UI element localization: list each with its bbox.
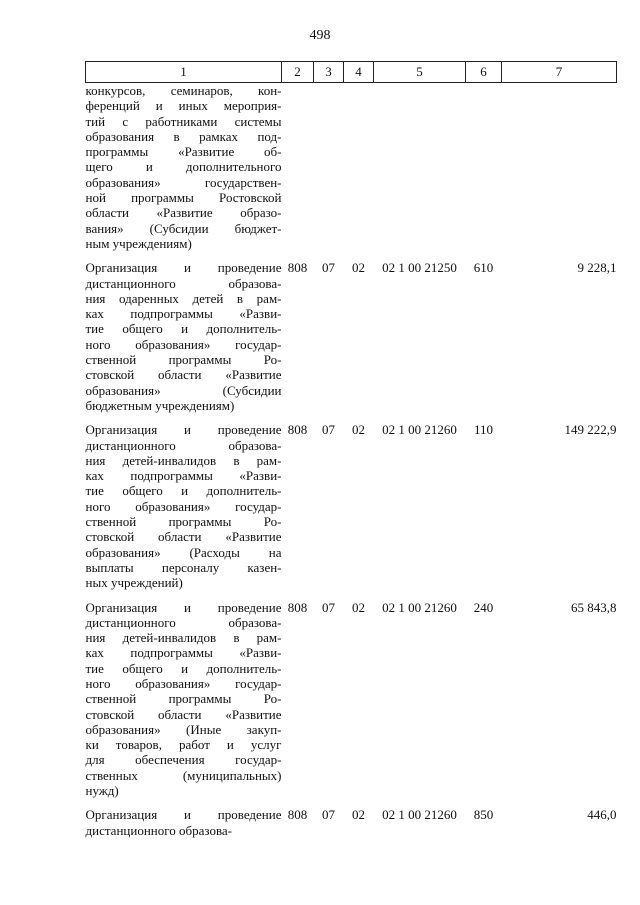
description-line: нужд) bbox=[85, 783, 119, 799]
cell-subsection: 02 bbox=[352, 422, 365, 438]
description-line: Организация и проведение bbox=[85, 599, 282, 615]
description-line: Организация и проведение bbox=[85, 807, 282, 823]
description-line: ственной программы Ро- bbox=[85, 691, 282, 707]
row-description bbox=[86, 83, 282, 252]
cell-section: 07 bbox=[322, 260, 335, 276]
row-description bbox=[86, 413, 282, 590]
cell-code-admin bbox=[282, 83, 314, 252]
cell-code-admin: 808 bbox=[287, 599, 308, 615]
description-line: тие общего и дополнитель- bbox=[85, 483, 282, 499]
cell-target-article: 02 1 00 21260 bbox=[382, 599, 457, 615]
description-line: ного образования» государ- bbox=[85, 675, 282, 691]
cell-code-admin: 808 bbox=[287, 807, 308, 823]
description-line: дистанционного образова- bbox=[85, 275, 282, 291]
description-line: ственной программы Ро- bbox=[85, 352, 282, 368]
description-line: ках подпрограммы «Разви- bbox=[85, 306, 282, 322]
description-line: Организация и проведение bbox=[85, 422, 282, 438]
page-number: 498 bbox=[309, 28, 331, 43]
description-line: ной программы Ростовской bbox=[85, 190, 282, 206]
description-line: программы «Развитие об- bbox=[85, 144, 282, 160]
cell-target-article bbox=[374, 83, 466, 252]
table-row bbox=[86, 413, 617, 590]
description-line: щего и дополнительного bbox=[85, 159, 282, 175]
description-line: стовской области «Развитие bbox=[85, 706, 282, 722]
cell-expense-type bbox=[466, 83, 502, 252]
description-line: выплаты персоналу казен- bbox=[85, 559, 282, 575]
row-description bbox=[86, 591, 282, 799]
description-line: дистанционного образова- bbox=[85, 822, 233, 838]
row-description bbox=[86, 798, 282, 838]
cell-section: 07 bbox=[322, 599, 335, 615]
description-line: ственных (муниципальных) bbox=[85, 767, 282, 783]
cell-target-article: 02 1 00 21260 bbox=[382, 807, 457, 823]
description-line: ки товаров, работ и услуг bbox=[85, 737, 282, 753]
description-line: образования» (Расходы на bbox=[85, 544, 282, 560]
cell-amount: 446,0 bbox=[587, 807, 617, 823]
description-line: образования» государствен- bbox=[85, 174, 282, 190]
description-line: ственной программы Ро- bbox=[85, 514, 282, 530]
cell-section: 07 bbox=[322, 422, 335, 438]
description-line: образования» (Иные закуп- bbox=[85, 721, 282, 737]
cell-expense-type: 240 bbox=[473, 599, 494, 615]
cell-section: 07 bbox=[322, 807, 335, 823]
description-line: ках подпрограммы «Разви- bbox=[85, 468, 282, 484]
description-line: стовской области «Развитие bbox=[85, 529, 282, 545]
table-row bbox=[86, 83, 617, 252]
budget-table bbox=[85, 61, 617, 838]
description-line: тие общего и дополнитель- bbox=[85, 321, 282, 337]
description-line: ференций и иных мероприя- bbox=[85, 98, 282, 114]
cell-expense-type: 110 bbox=[473, 422, 494, 438]
table-row bbox=[86, 798, 617, 838]
column-header-6: 6 bbox=[466, 62, 502, 83]
cell-amount: 9 228,1 bbox=[577, 260, 617, 276]
column-header-3: 3 bbox=[314, 62, 344, 83]
cell-code-admin: 808 bbox=[287, 422, 308, 438]
table-row bbox=[86, 251, 617, 413]
description-line: образования в рамках под- bbox=[85, 128, 282, 144]
column-number-header bbox=[86, 62, 617, 83]
cell-expense-type: 850 bbox=[473, 807, 494, 823]
cell-amount: 149 222,9 bbox=[564, 422, 617, 438]
cell-target-article: 02 1 00 21250 bbox=[382, 260, 457, 276]
description-line: ного образования» государ- bbox=[85, 336, 282, 352]
description-line: области «Развитие образо- bbox=[85, 205, 282, 221]
description-line: дистанционного образова- bbox=[85, 614, 282, 630]
description-line: стовской области «Развитие bbox=[85, 367, 282, 383]
description-line: тие общего и дополнитель- bbox=[85, 660, 282, 676]
description-line: Организация и проведение bbox=[85, 260, 282, 276]
column-header-7: 7 bbox=[502, 62, 617, 83]
description-line: ного образования» государ- bbox=[85, 498, 282, 514]
description-line: тий с работниками системы bbox=[85, 113, 282, 129]
cell-amount bbox=[502, 83, 617, 252]
column-header-2: 2 bbox=[282, 62, 314, 83]
column-header-4: 4 bbox=[344, 62, 374, 83]
description-line: ках подпрограммы «Разви- bbox=[85, 645, 282, 661]
description-line: конкурсов, семинаров, кон- bbox=[85, 83, 282, 98]
description-line: ния детей-инвалидов в рам- bbox=[85, 630, 282, 646]
description-line: ния детей-инвалидов в рам- bbox=[85, 452, 282, 468]
cell-subsection: 02 bbox=[352, 260, 365, 276]
cell-subsection: 02 bbox=[352, 599, 365, 615]
cell-subsection: 02 bbox=[352, 807, 365, 823]
cell-code-admin: 808 bbox=[287, 260, 308, 276]
cell-target-article: 02 1 00 21260 bbox=[382, 422, 457, 438]
table-row bbox=[86, 591, 617, 799]
description-line: ных учреждений) bbox=[85, 575, 183, 591]
description-line: дистанционного образова- bbox=[85, 437, 282, 453]
row-description bbox=[86, 251, 282, 413]
column-header-5: 5 bbox=[374, 62, 466, 83]
description-line: ным учреждениям) bbox=[85, 235, 192, 251]
description-line: образования» (Субсидии bbox=[85, 382, 282, 398]
description-line: для обеспечения государ- bbox=[85, 752, 282, 768]
description-line: вания» (Субсидии бюджет- bbox=[85, 220, 282, 236]
description-line: бюджетным учреждениям) bbox=[85, 397, 235, 413]
cell-expense-type: 610 bbox=[473, 260, 494, 276]
table-body bbox=[86, 83, 617, 838]
cell-section bbox=[314, 83, 344, 252]
column-header-1: 1 bbox=[86, 62, 282, 83]
description-line: ния одаренных детей в рам- bbox=[85, 290, 282, 306]
cell-amount: 65 843,8 bbox=[571, 599, 617, 615]
cell-subsection bbox=[344, 83, 374, 252]
